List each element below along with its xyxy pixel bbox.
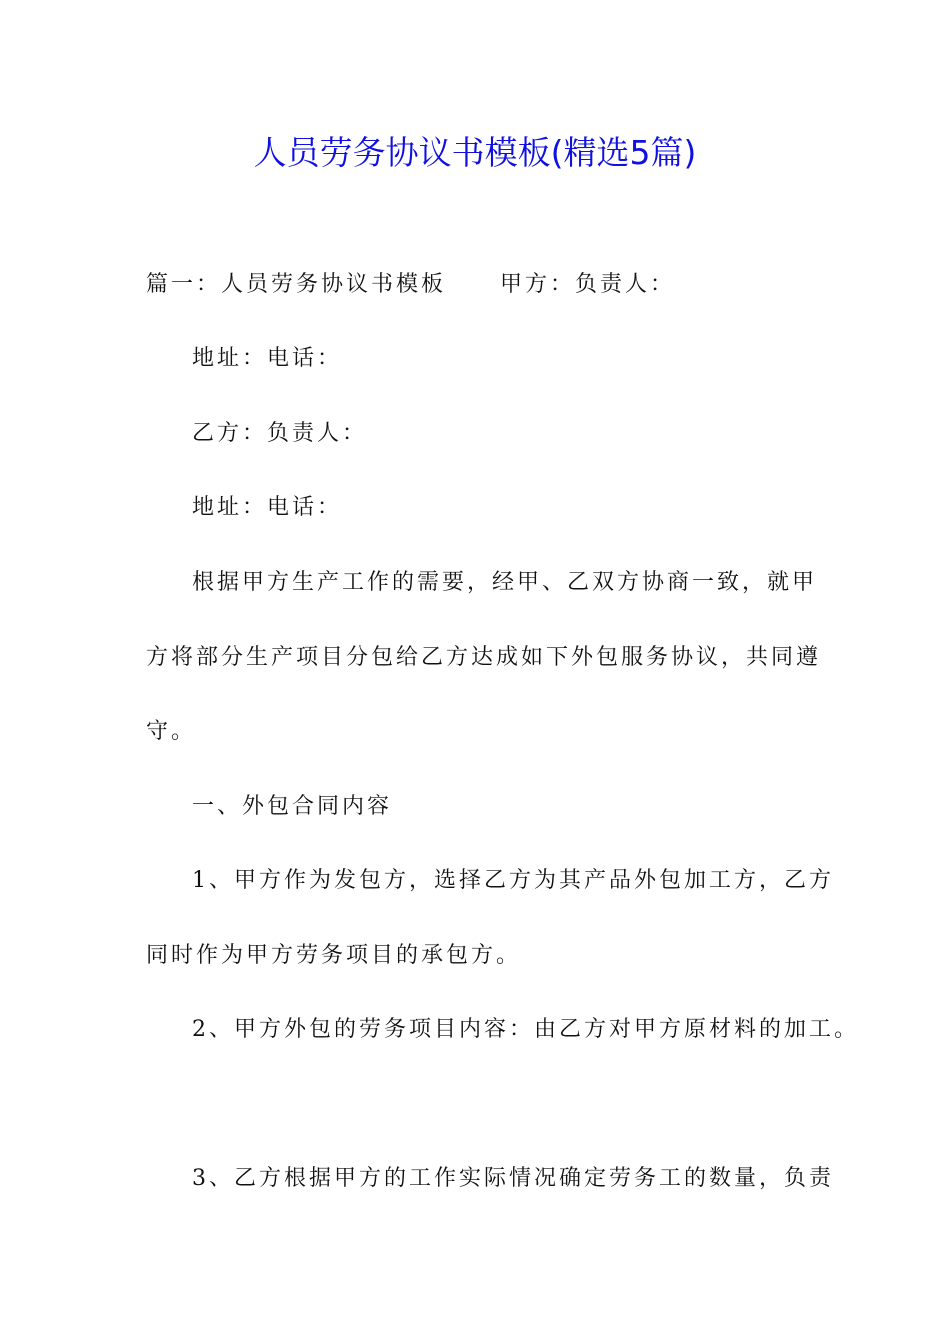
party-b-contact: 地址：电话： <box>192 495 343 520</box>
intro-paragraph-line-3: 守。 <box>146 719 197 744</box>
intro-paragraph-line-1: 根据甲方生产工作的需要，经甲、乙双方协商一致，就甲 <box>192 570 818 595</box>
party-a-contact: 地址：电话： <box>192 346 343 371</box>
section-heading: 一、外包合同内容 <box>192 794 393 819</box>
clause-2: 2、甲方外包的劳务项目内容：由乙方对甲方原材料的加工。 <box>192 1017 859 1042</box>
header-line <box>146 270 675 300</box>
document-title: 人员劳务协议书模板(精选5篇) <box>253 133 697 172</box>
clause-1-line-1: 1、甲方作为发包方，选择乙方为其产品外包加工方，乙方 <box>192 868 834 893</box>
party-a-label: 甲方：负责人： <box>500 272 676 297</box>
clause-1-line-2: 同时作为甲方劳务项目的承包方。 <box>146 943 522 968</box>
intro-paragraph-line-2: 方将部分生产项目分包给乙方达成如下外包服务协议，共同遵 <box>146 645 822 670</box>
chapter-title: 篇一：人员劳务协议书模板 <box>146 272 447 297</box>
clause-3-line-1: 3、乙方根据甲方的工作实际情况确定劳务工的数量，负责 <box>192 1166 834 1191</box>
party-b-label: 乙方：负责人： <box>192 421 368 446</box>
